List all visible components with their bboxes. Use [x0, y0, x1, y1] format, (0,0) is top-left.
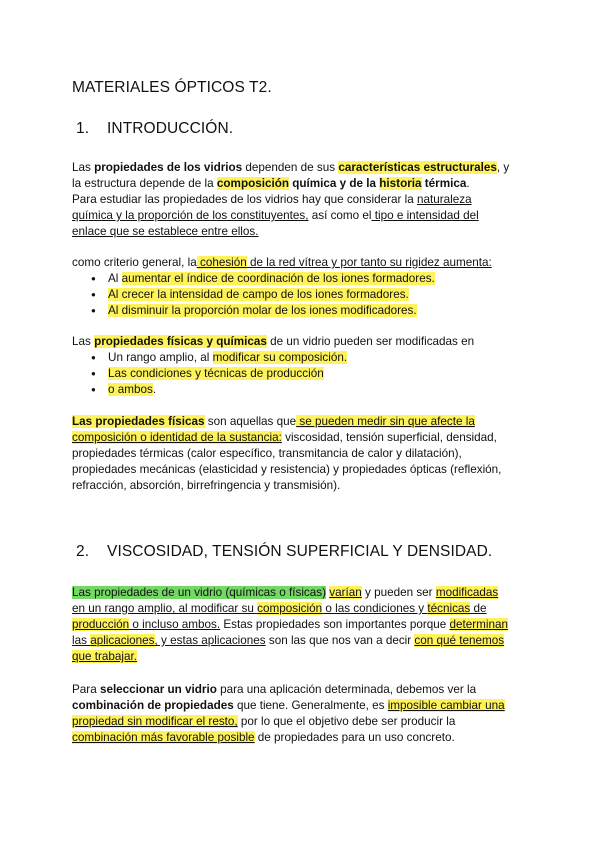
highlight: cohesión [196, 256, 247, 269]
highlight: aplicaciones [90, 634, 155, 647]
list-item: ● o ambos. [91, 382, 347, 398]
highlight: producción [72, 618, 130, 631]
section-title: INTRODUCCIÓN. [107, 120, 234, 137]
text-line: producción o incluso ambos. Estas propiedades son importantes porque determinan [72, 618, 508, 631]
text-line: Para estudiar las propiedades de los vidrios hay que considerar la naturaleza [72, 193, 472, 206]
text-line: Las propiedades de los vidrios dependen de sus características estructurales, y [72, 161, 510, 174]
paragraph-variations [72, 585, 542, 665]
highlight: varían [329, 586, 362, 599]
text-line: propiedades mecánicas (elasticidad y resistencia) y propiedades ópticas (reflexión, [72, 463, 502, 476]
highlight: composición [216, 177, 289, 190]
highlight: propiedades físicas y químicas [94, 335, 267, 348]
text-line: Las propiedades de un vidrio (químicas o físicas) varían y pueden ser modificadas [72, 586, 499, 599]
text-line: Las propiedades físicas son aquellas que se pueden medir sin que afecte la [72, 415, 475, 428]
highlight-green: Las propiedades de un vidrio (químicas o físicas) [72, 586, 327, 599]
document-title: MATERIALES ÓPTICOS T2. [72, 79, 272, 96]
text-line: enlace que se establece entre ellos. [72, 225, 259, 238]
list-item [91, 366, 347, 382]
text-line: Para seleccionar un vidrio para una aplicación determinada, debemos ver la [72, 683, 477, 696]
paragraph-selection [72, 682, 542, 746]
list-item [91, 303, 435, 319]
highlight: Las propiedades físicas [72, 415, 205, 428]
list-item: ● Al aumentar el índice de coordinación de los iones formadores. [91, 271, 435, 287]
highlight: determinan [449, 618, 508, 631]
highlight: técnicas [427, 602, 471, 615]
bullet-list-cohesion [91, 271, 435, 319]
bullet-list-modification [91, 350, 347, 398]
section-title: VISCOSIDAD, TENSIÓN SUPERFICIAL Y DENSIDAD. [107, 543, 493, 560]
section-heading-1 [76, 120, 233, 138]
highlight: modificadas [435, 586, 499, 599]
list-item: ● Un rango amplio, al modificar su composición. [91, 350, 347, 366]
text-line: combinación de propiedades que tiene. Generalmente, es imposible cambiar una [72, 699, 505, 712]
highlight: con qué tenemos [414, 634, 505, 647]
section-number: 2. [76, 543, 90, 560]
highlight: aumentar el índice de coordinación de los iones formadores. [121, 272, 435, 285]
text-line: refracción, absorción, birrefringencia y transmisión). [72, 479, 341, 492]
paragraph-modifiable-properties: Las propiedades físicas y químicas de un vidrio pueden ser modificadas en [72, 335, 475, 348]
text-line: en un rango amplio, al modificar su composición o las condiciones y técnicas de [72, 602, 487, 615]
highlight: propiedad sin modificar el resto, [72, 715, 238, 728]
list-item [91, 287, 435, 303]
paragraph-properties-intro [72, 160, 542, 240]
text-line: las aplicaciones, y estas aplicaciones son las que nos van a decir con qué tenemos [72, 634, 505, 647]
text-line [72, 649, 542, 665]
highlight: Al disminuir la proporción molar de los iones modificadores. [108, 304, 417, 317]
highlight: modificar su composición. [212, 351, 348, 364]
highlight: o ambos [108, 383, 153, 396]
text-line: propiedades térmicas (calor específico, transmitancia de calor y dilatación), [72, 447, 462, 460]
paragraph-physical-properties [72, 414, 542, 494]
text-line: la estructura depende de la composición química y de la historia térmica. [72, 177, 470, 190]
highlight: composición [257, 602, 323, 615]
highlight: historia [379, 177, 422, 190]
highlight: que trabajar. [72, 650, 137, 663]
highlight: se pueden medir sin que afecte la [296, 415, 475, 428]
text-line: química y la proporción de los constituyentes, así como el tipo e intensidad del [72, 209, 479, 222]
text-line: combinación más favorable posible de propiedades para un uso concreto. [72, 731, 455, 744]
highlight: imposible cambiar una [387, 699, 505, 712]
highlight: Al crecer la intensidad de campo de los iones formadores. [108, 288, 409, 301]
text-line: propiedad sin modificar el resto, por lo que el objetivo debe ser producir la [72, 715, 456, 728]
section-number: 1. [76, 120, 90, 137]
highlight: Las condiciones y técnicas de producción [108, 367, 324, 380]
highlight: composición o identidad de la sustancia: [72, 431, 282, 444]
paragraph-cohesion: como criterio general, la cohesión de la red vítrea y por tanto su rigidez aumenta: [72, 256, 492, 269]
highlight: características estructurales [338, 161, 497, 174]
section-heading-2 [76, 543, 492, 561]
highlight: combinación más favorable posible [72, 731, 255, 744]
text-line: composición o identidad de la sustancia: viscosidad, tensión superficial, densidad, [72, 431, 497, 444]
